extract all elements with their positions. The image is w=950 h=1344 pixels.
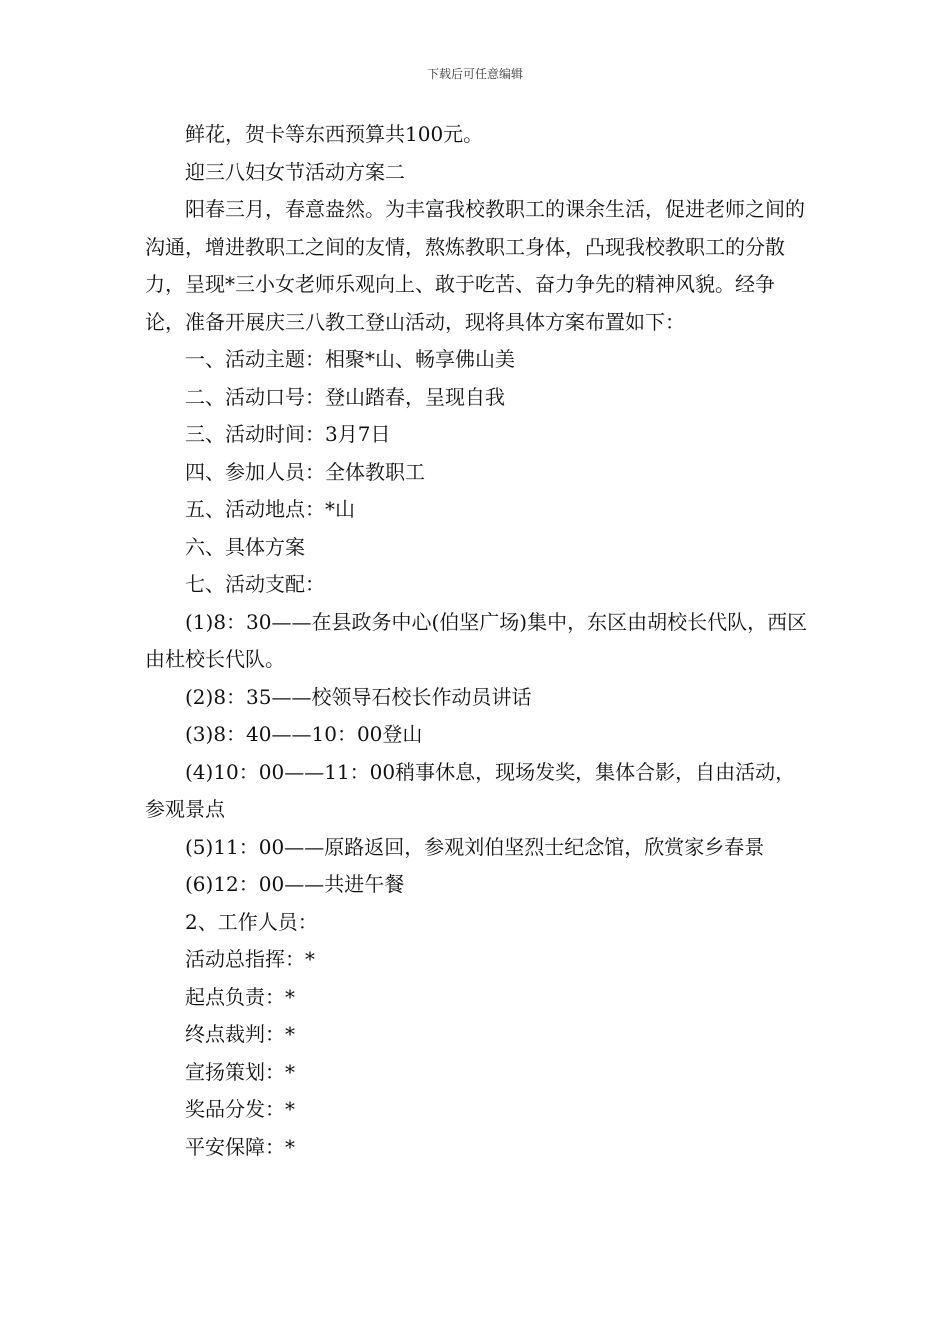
item-plan: 六、具体方案 <box>185 534 305 559</box>
item-slogan: 二、活动口号：登山踏春，呈现自我 <box>185 384 505 409</box>
staff-prizes: 奖品分发：* <box>185 1097 295 1121</box>
staff-heading: 2、工作人员： <box>185 909 318 934</box>
staff-commander: 活动总指挥：* <box>185 947 315 971</box>
schedule-step-1: (1)8：30——在县政务中心(伯坚广场)集中，东区由胡校长代队，西区由杜校长代队。 <box>145 609 808 671</box>
section-title: 迎三八妇女节活动方案二 <box>185 159 405 184</box>
staff-publicity: 宣扬策划：* <box>185 1059 295 1084</box>
item-theme: 一、活动主题：相聚*山、畅享佛山美 <box>185 347 515 371</box>
schedule-step-3: (3)8：40——10：00登山 <box>185 722 423 746</box>
item-location: 五、活动地点：*山 <box>185 497 355 521</box>
schedule-step-5: (5)11：00——原路返回，参观刘伯坚烈士纪念馆，欣赏家乡春景 <box>185 834 765 859</box>
staff-start: 起点负责：* <box>185 984 295 1009</box>
staff-finish-judge: 终点裁判：* <box>185 1022 295 1046</box>
page-header-note: 下载后可任意编辑 <box>426 67 523 81</box>
paragraph-intro: 阳春三月，春意盎然。为丰富我校教职工的课余生活，促进老师之间的沟通，增进教职工之间的友情，熬炼教职工身体，凸现我校教职工的分散力，呈现*三小女老师乐观向上、敢于吃苦、奋力争先的精神风貌。经争论，准备开展庆三八教工登山活动，现将具体方案布置如下： <box>145 197 805 334</box>
schedule-step-2: (2)8：35——校领导石校长作动员讲话 <box>185 684 532 709</box>
schedule-step-4: (4)10：00——11：00稍事休息，现场发奖，集体合影，自由活动，参观景点 <box>145 759 796 821</box>
schedule-step-6: (6)12：00——共进午餐 <box>185 872 405 896</box>
item-participants: 四、参加人员：全体教职工 <box>185 459 425 484</box>
item-time: 三、活动时间：3月7日 <box>185 422 391 446</box>
paragraph-budget: 鲜花，贺卡等东西预算共100元。 <box>185 122 484 146</box>
document-body <box>145 116 810 1166</box>
staff-safety: 平安保障：* <box>185 1134 295 1159</box>
item-schedule: 七、活动支配： <box>185 572 325 596</box>
